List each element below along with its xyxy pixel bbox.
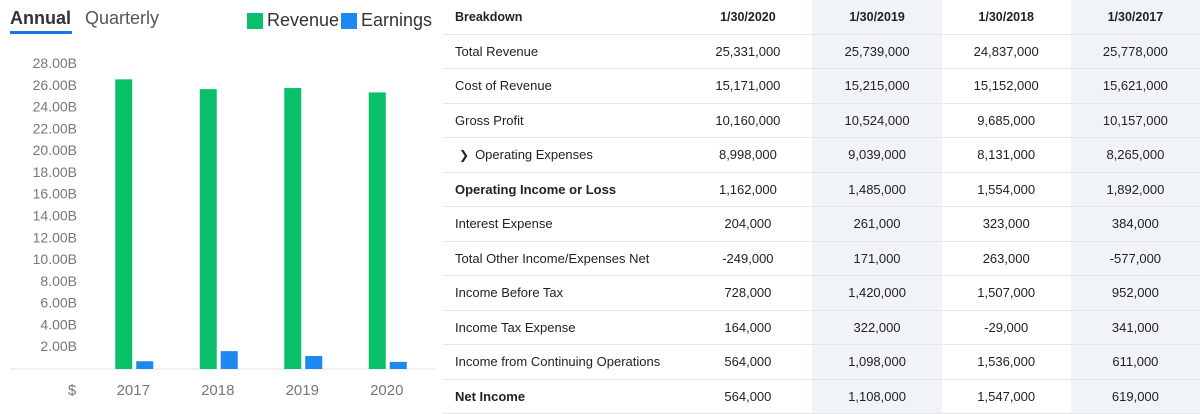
table-row[interactable] — [443, 138, 1200, 173]
table-cell: 24,837,000 — [942, 34, 1071, 69]
table-cell: -577,000 — [1071, 241, 1200, 276]
table-cell: 25,331,000 — [683, 34, 812, 69]
row-label-text: Net Income — [455, 388, 526, 404]
table-cell: 263,000 — [942, 241, 1071, 276]
y-tick-label: 8.00B — [40, 272, 77, 289]
table-cell: 1,507,000 — [942, 276, 1071, 311]
table-row — [443, 310, 1200, 345]
y-tick-label: 6.00B — [40, 294, 77, 311]
bar-revenue-2017[interactable] — [115, 79, 132, 369]
legend-revenue[interactable] — [247, 10, 339, 31]
table-row — [443, 379, 1200, 414]
header-year-2017: 1/30/2017 — [1071, 0, 1200, 34]
row-label[interactable] — [443, 138, 683, 173]
tab-quarterly[interactable]: Quarterly — [85, 8, 160, 28]
row-label-text: Income Before Tax — [455, 285, 564, 301]
y-tick-label: 2.00B — [40, 338, 77, 355]
y-tick-label: 22.00B — [32, 120, 77, 137]
table-cell: 15,215,000 — [812, 69, 941, 104]
legend-swatch-earnings — [341, 13, 357, 29]
table-body — [443, 34, 1200, 414]
table-cell: 323,000 — [942, 207, 1071, 242]
row-label-text: Total Revenue — [455, 43, 539, 59]
row-label-text: Interest Expense — [455, 216, 553, 232]
table-cell: 1,098,000 — [812, 345, 941, 380]
header-year-2020: 1/30/2020 — [683, 0, 812, 34]
table-cell: 619,000 — [1071, 379, 1200, 414]
table-row — [443, 345, 1200, 380]
table-cell: 15,621,000 — [1071, 69, 1200, 104]
table-cell: 8,265,000 — [1071, 138, 1200, 173]
legend-label-revenue: Revenue — [267, 10, 340, 30]
income-statement-table — [443, 0, 1200, 414]
table-cell: 9,039,000 — [812, 138, 941, 173]
bar-earnings-2017[interactable] — [136, 361, 153, 369]
row-label-text: Cost of Revenue — [455, 78, 552, 94]
table-cell: 1,420,000 — [812, 276, 941, 311]
y-tick-label: 20.00B — [32, 142, 77, 159]
row-label-text: Operating Expenses — [475, 147, 593, 163]
legend-swatch-revenue — [247, 13, 263, 29]
table-cell: 10,157,000 — [1071, 103, 1200, 138]
table-cell: 204,000 — [683, 207, 812, 242]
table-cell: 164,000 — [683, 310, 812, 345]
row-label — [443, 241, 683, 276]
table-cell: 1,536,000 — [942, 345, 1071, 380]
table-cell: 1,547,000 — [942, 379, 1071, 414]
table-cell: 322,000 — [812, 310, 941, 345]
table-cell: 1,554,000 — [942, 172, 1071, 207]
row-label — [443, 69, 683, 104]
table-cell: -29,000 — [942, 310, 1071, 345]
table-cell: 25,778,000 — [1071, 34, 1200, 69]
row-label — [443, 103, 683, 138]
table-cell: 9,685,000 — [942, 103, 1071, 138]
row-label — [443, 207, 683, 242]
row-label — [443, 34, 683, 69]
header-year-2019: 1/30/2019 — [812, 0, 941, 34]
table-cell: 728,000 — [683, 276, 812, 311]
x-tick-label: 2018 — [201, 382, 235, 399]
table-row — [443, 207, 1200, 242]
financials-table-panel — [443, 0, 1200, 402]
x-tick-label: 2017 — [116, 382, 150, 399]
table-cell: 261,000 — [812, 207, 941, 242]
table-row — [443, 276, 1200, 311]
table-cell: 10,524,000 — [812, 103, 941, 138]
row-label — [443, 172, 683, 207]
table-cell: 15,152,000 — [942, 69, 1071, 104]
y-tick-label: 10.00B — [32, 251, 77, 268]
chevron-right-icon[interactable]: ❯ — [459, 148, 470, 163]
bar-revenue-2019[interactable] — [284, 88, 301, 369]
table-row — [443, 34, 1200, 69]
y-tick-label: 14.00B — [32, 207, 77, 224]
y-tick-label: 4.00B — [40, 316, 77, 333]
table-cell: 10,160,000 — [683, 103, 812, 138]
table-cell: 384,000 — [1071, 207, 1200, 242]
table-cell: 952,000 — [1071, 276, 1200, 311]
table-header-row — [443, 0, 1200, 34]
table-row — [443, 241, 1200, 276]
row-label — [443, 345, 683, 380]
row-label-text: Total Other Income/Expenses Net — [455, 250, 650, 266]
y-tick-label: 24.00B — [32, 98, 77, 115]
bar-revenue-2018[interactable] — [200, 89, 217, 369]
tab-annual-underline — [10, 31, 72, 34]
x-tick-label: 2020 — [370, 382, 404, 399]
header-year-2018: 1/30/2018 — [942, 0, 1071, 34]
table-cell: -249,000 — [683, 241, 812, 276]
row-label-text: Income Tax Expense — [455, 319, 576, 335]
row-label — [443, 276, 683, 311]
table-cell: 1,162,000 — [683, 172, 812, 207]
y-tick-label: 12.00B — [32, 229, 77, 246]
table-cell: 564,000 — [683, 345, 812, 380]
table-cell: 8,131,000 — [942, 138, 1071, 173]
table-cell: 15,171,000 — [683, 69, 812, 104]
table-row — [443, 69, 1200, 104]
table-cell: 1,892,000 — [1071, 172, 1200, 207]
y-tick-label: 28.00B — [32, 55, 77, 71]
y-tick-label: 16.00B — [32, 185, 77, 202]
bar-chart — [0, 0, 440, 402]
table-cell: 25,739,000 — [812, 34, 941, 69]
row-label-text: Gross Profit — [455, 112, 524, 128]
table-row — [443, 172, 1200, 207]
table-cell: 564,000 — [683, 379, 812, 414]
table-cell: 341,000 — [1071, 310, 1200, 345]
bar-revenue-2020[interactable] — [369, 92, 386, 369]
bar-earnings-2020[interactable] — [390, 362, 407, 369]
y-tick-label: 26.00B — [32, 76, 77, 93]
legend-earnings[interactable] — [341, 10, 432, 31]
table-cell: 1,108,000 — [812, 379, 941, 414]
header-breakdown: Breakdown — [443, 0, 683, 34]
row-label — [443, 379, 683, 414]
legend-label-earnings: Earnings — [361, 10, 433, 30]
table-cell: 611,000 — [1071, 345, 1200, 380]
table-cell: 171,000 — [812, 241, 941, 276]
currency-label: $ — [67, 382, 77, 399]
x-tick-label: 2019 — [285, 382, 319, 399]
tab-annual[interactable]: Annual — [10, 8, 71, 28]
row-label-text: Operating Income or Loss — [455, 181, 617, 197]
bar-earnings-2018[interactable] — [221, 351, 238, 369]
table-row — [443, 103, 1200, 138]
row-label — [443, 310, 683, 345]
table-cell: 8,998,000 — [683, 138, 812, 173]
bar-earnings-2019[interactable] — [305, 356, 322, 369]
row-label-text: Income from Continuing Operations — [455, 354, 661, 370]
y-tick-label: 18.00B — [32, 163, 77, 180]
chart-panel — [0, 0, 440, 402]
table-cell: 1,485,000 — [812, 172, 941, 207]
